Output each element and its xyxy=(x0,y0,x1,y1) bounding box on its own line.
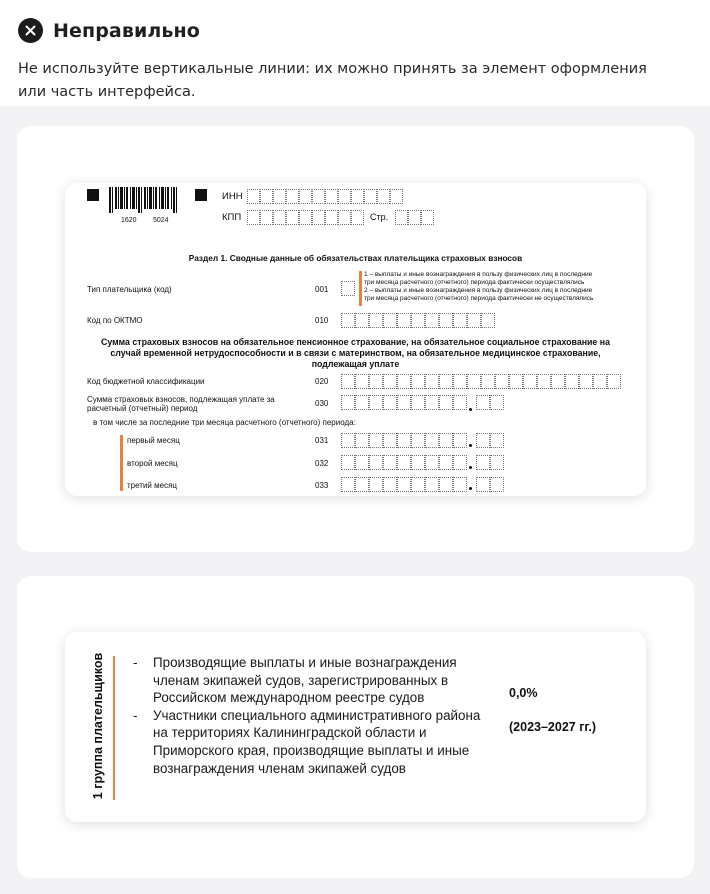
page-label: Стр. xyxy=(370,212,389,222)
month-kopeck-cells[interactable] xyxy=(476,455,504,470)
top-area xyxy=(0,0,710,106)
corner-marker xyxy=(195,189,207,201)
decimal-point xyxy=(469,466,472,469)
decimal-point xyxy=(469,444,472,447)
tax-form-image xyxy=(65,183,646,496)
sum-label: расчетный (отчетный) период xyxy=(87,404,198,413)
month-kopeck-cells[interactable] xyxy=(476,433,504,448)
sum-kopeck-cells[interactable] xyxy=(476,395,504,410)
close-circle-icon xyxy=(18,18,43,43)
section-title: Раздел 1. Сводные данные об обязательствах плательщика страховых взносов xyxy=(188,253,523,263)
month-cells[interactable] xyxy=(341,477,467,492)
month-code: 031 xyxy=(315,436,329,445)
list-item xyxy=(133,707,493,777)
sum-cells[interactable] xyxy=(341,395,467,410)
month-label: второй месяц xyxy=(127,459,178,468)
oktmo-code: 010 xyxy=(315,316,329,325)
month-cells[interactable] xyxy=(341,433,467,448)
oktmo-cells[interactable] xyxy=(341,313,495,328)
group-accent-bar xyxy=(113,656,115,800)
month-label: первый месяц xyxy=(127,436,180,445)
month-code: 033 xyxy=(315,481,329,490)
payer-type-notes: 1 – выплаты и иные вознаграждения в пользу физических лиц в последние три месяца расчетного (отчетного) периода фактически осуществлялись 2 – выплаты и иные вознаграждения в пользу физических лиц в последние три месяца расчетного (отчетного) периода фактически не осуществлялись xyxy=(364,271,594,302)
payer-type-code: 001 xyxy=(315,285,329,294)
group-label: 1 группа плательщиков xyxy=(91,652,105,800)
inn-label: ИНН xyxy=(222,191,243,202)
kbk-label: Код бюджетной классификации xyxy=(87,377,205,386)
corner-marker xyxy=(87,189,99,201)
dash-bullet: - xyxy=(133,655,138,670)
kpp-label: КПП xyxy=(222,212,242,223)
decimal-point xyxy=(469,408,472,411)
months-accent-bar xyxy=(120,435,123,491)
payer-type-cell[interactable] xyxy=(341,281,355,296)
payer-list xyxy=(133,654,493,777)
inn-cells[interactable] xyxy=(247,189,403,204)
list-item-text: Производящие выплаты и иные вознаграждения членам экипажей судов, зарегистрированных в Российском международном реестре судов xyxy=(153,655,457,706)
sum-title: Сумма страховых взносов на обязательное пенсионное страхование, на обязательное социальное страхование на случай временной нетрудоспособности и в связи с материнством, на обязательное медицинское страхование, подлежащая уплате xyxy=(101,337,610,369)
kbk-cells[interactable] xyxy=(341,374,621,389)
kpp-cells[interactable] xyxy=(247,210,364,225)
payer-group-card xyxy=(65,632,646,822)
rate-period: (2023–2027 гг.) xyxy=(509,720,596,734)
kbk-code: 020 xyxy=(315,377,329,386)
notes-accent-bar xyxy=(359,271,362,306)
sum-label: Сумма страховых взносов, подлежащая уплате за xyxy=(87,395,275,404)
description: Не используйте вертикальные линии: их можно принять за элемент оформления или часть интерфейса. xyxy=(18,61,647,100)
page-title: Неправильно xyxy=(53,19,200,42)
barcode-icon xyxy=(109,187,181,219)
decimal-point xyxy=(469,487,472,490)
including-label: в том числе за последние три месяца расчетного (отчетного) периода: xyxy=(93,418,356,427)
rate-value: 0,0% xyxy=(509,686,538,700)
oktmo-label: Код по ОКТМО xyxy=(87,316,143,325)
month-code: 032 xyxy=(315,459,329,468)
month-label: третий месяц xyxy=(127,481,177,490)
page-cells[interactable] xyxy=(395,210,434,225)
list-item-text: Участники специального административного района на территориях Калининградской области и Приморского края, производящие выплаты и иные вознаграждения членам экипажей судов xyxy=(153,707,481,776)
barcode-number: 1620 xyxy=(121,217,137,224)
dash-bullet: - xyxy=(133,707,138,723)
header xyxy=(18,18,200,43)
month-kopeck-cells[interactable] xyxy=(476,477,504,492)
list-item xyxy=(133,654,493,707)
sum-code: 030 xyxy=(315,399,329,408)
payer-type-label: Тип плательщика (код) xyxy=(87,285,172,294)
barcode-number: 5024 xyxy=(153,217,169,224)
month-cells[interactable] xyxy=(341,455,467,470)
